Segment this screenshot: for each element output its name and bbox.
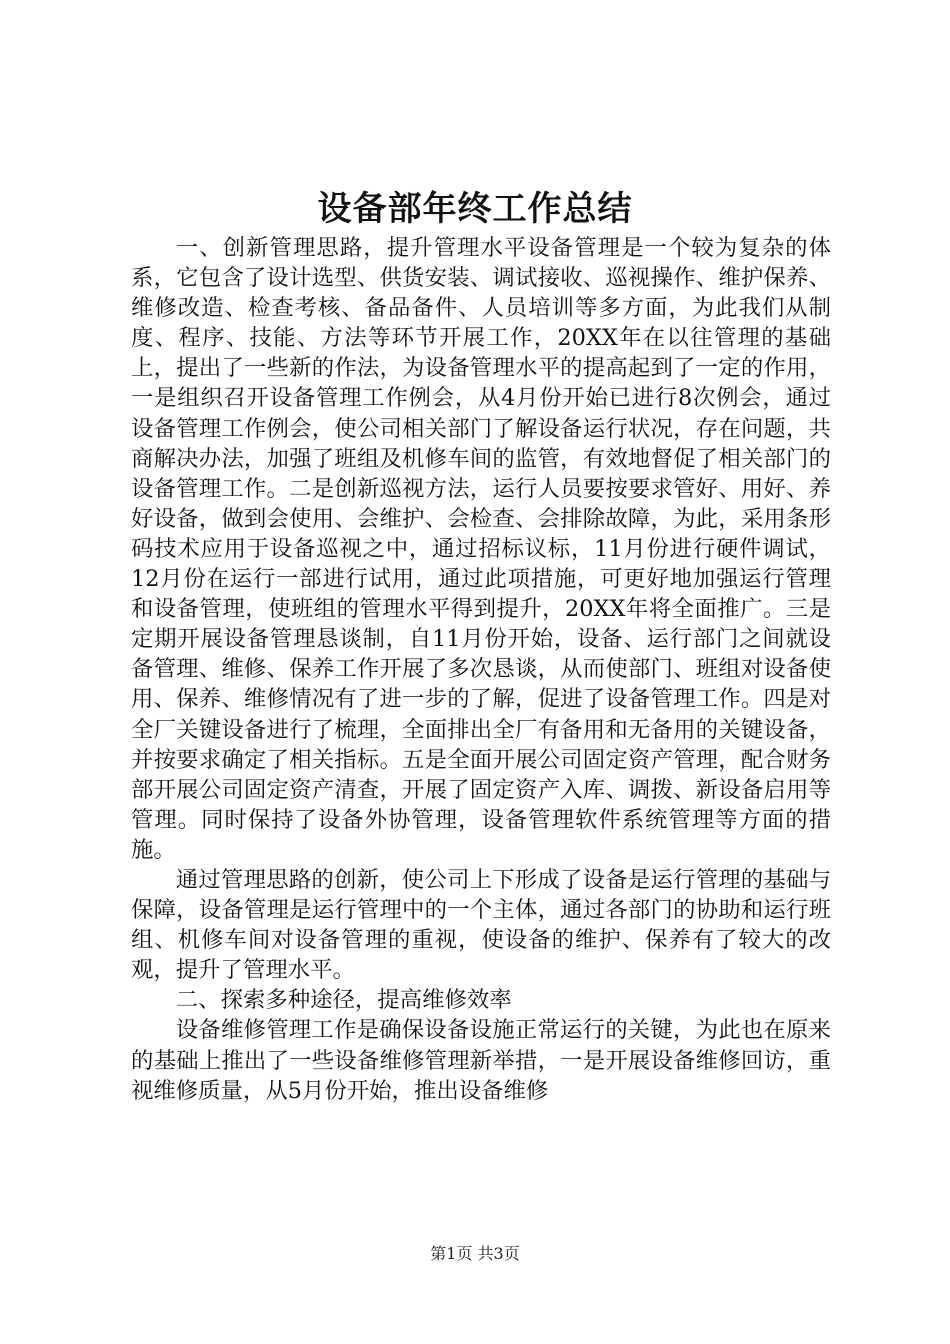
page-number: 第1页 共3页 [430, 1244, 520, 1263]
section-heading-maintenance: 二、探索多种途径，提高维修效率 [175, 987, 512, 1014]
paragraph-summary: 通过管理思路的创新，使公司上下形成了设备是运行管理的基础与保障，设备管理是运行管理中的一个主体，通过各部门的协助和运行班组、机修车间对设备管理的重视，使设备的维护、保养有了较大的改观，提升了管理水平。 [131, 866, 831, 984]
document-body [131, 233, 831, 1106]
paragraph-innovation: 一、创新管理思路，提升管理水平设备管理是一个较为复杂的体系，它包含了设计选型、供货安装、调试接收、巡视操作、维护保养、维修改造、检查考核、备品备件、人员培训等多方面，为此我们从制度、程序、技能、方法等环节开展工作，20XX年在以往管理的基础上，提出了一些新的作法，为设备管理水平的提高起到了一定的作用，一是组织召开设备管理工作例会，从4月份开始已进行8次例会，通过设备管理工作例会，使公司相关部门了解设备运行状况，存在问题，共商解决办法，加强了班组及机修车间的监管，有效地督促了相关部门的设备管理工作。二是创新巡视方法，运行人员要按要求管好、用好、养好设备，做到会使用、会维护、会检查、会排除故障，为此，采用条形码技术应用于设备巡视之中，通过招标议标，11月份进行硬件调试，12月份在运行一部进行试用，通过此项措施，可更好地加强运行管理和设备管理，使班组的管理水平得到提升，20XX年将全面推广。三是定期开展设备管理恳谈制，自11月份开始，设备、运行部门之间就设备管理、维修、保养工作开展了多次恳谈，从而使部门、班组对设备使用、保养、维修情况有了进一步的了解，促进了设备管理工作。四是对全厂关键设备进行了梳理，全面排出全厂有备用和无备用的关键设备，并按要求确定了相关指标。五是全面开展公司固定资产管理，配合财务部开展公司固定资产清查，开展了固定资产入库、调拨、新设备启用等管理。同时保持了设备外协管理，设备管理软件系统管理等方面的措施。 [131, 235, 831, 863]
paragraph-maintenance: 设备维修管理工作是确保设备设施正常运行的关键，为此也在原来的基础上推出了一些设备维修管理新举措，一是开展设备维修回访，重视维修质量，从5月份开始，推出设备维修 [131, 1017, 831, 1104]
document-title: 设备部年终工作总结 [317, 189, 633, 229]
